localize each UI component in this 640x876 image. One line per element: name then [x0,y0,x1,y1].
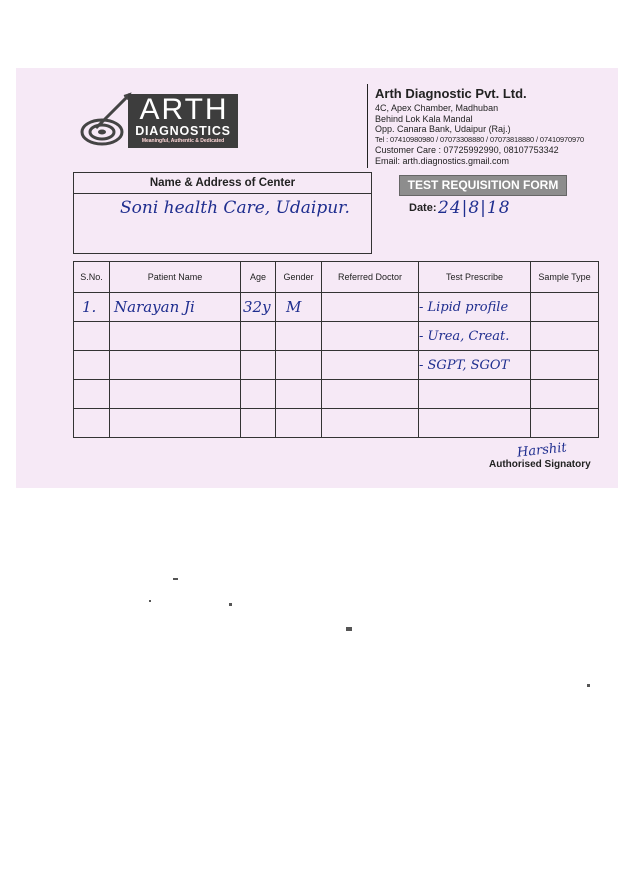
header-divider [367,84,368,168]
address-line-1: 4C, Apex Chamber, Madhuban [375,103,499,113]
target-icon [78,92,132,148]
logo-name: ARTH [139,93,229,126]
cell-referred-doctor[interactable] [322,409,419,438]
cell-referred-doctor[interactable] [322,380,419,409]
header-test-prescribe: Test Prescribe [419,262,531,293]
scan-speck [346,627,352,631]
cell-sno[interactable] [74,409,110,438]
cell-patient-name[interactable] [110,322,241,351]
cell-test-prescribe[interactable]: - Urea, Creat. [419,322,531,351]
table-row [74,351,599,380]
company-tel: Tel : 07410980980 / 07073308880 / 07073818880 / 07410970970 [375,134,585,144]
table-row [74,380,599,409]
cell-test-prescribe[interactable] [419,409,531,438]
cell-gender[interactable]: M [276,293,322,322]
cell-sno[interactable] [74,380,110,409]
scan-speck [173,578,178,580]
cell-patient-name[interactable] [110,351,241,380]
cell-sno[interactable] [74,322,110,351]
company-info [375,86,625,167]
cell-age[interactable] [241,351,276,380]
requisition-table [73,261,599,438]
cell-gender[interactable] [276,322,322,351]
cell-gender[interactable] [276,380,322,409]
header-gender: Gender [276,262,322,293]
cell-sample-type[interactable] [531,322,599,351]
address-line-2: Behind Lok Kala Mandal [375,113,473,124]
header-patient-name: Patient Name [110,262,241,293]
logo-tagline: Meaningful, Authentic & Dedicated [141,138,225,144]
signature-block [489,440,599,473]
scan-speck [149,600,151,602]
address-line-3: Opp. Canara Bank, Udaipur (Raj.) [375,124,511,135]
cell-sno[interactable]: 1. [74,293,110,322]
cell-patient-name[interactable] [110,380,241,409]
cell-referred-doctor[interactable] [322,351,419,380]
company-email: Email: arth.diagnostics.gmail.com [375,155,510,166]
center-heading: Name & Address of Center [74,173,371,194]
logo-wordmark [128,94,238,148]
cell-age[interactable] [241,409,276,438]
center-value[interactable]: Soni health Care, Udaipur. [120,198,350,218]
cell-gender[interactable] [276,409,322,438]
cell-sample-type[interactable] [531,380,599,409]
cell-sample-type[interactable] [531,293,599,322]
table-row [74,322,599,351]
company-name: Arth Diagnostic Pvt. Ltd. [375,86,527,101]
cell-referred-doctor[interactable] [322,322,419,351]
form-title: TEST REQUISITION FORM [399,175,567,196]
company-customer-care: Customer Care : 07725992990, 08107753342 [375,145,559,156]
header-referred-doctor: Referred Doctor [322,262,419,293]
cell-patient-name[interactable]: Narayan Ji [110,293,241,322]
cell-test-prescribe[interactable] [419,380,531,409]
date-label: Date: [409,202,437,214]
cell-age[interactable] [241,380,276,409]
header-sample-type: Sample Type [531,262,599,293]
cell-gender[interactable] [276,351,322,380]
arth-logo [78,90,238,152]
cell-sno[interactable] [74,351,110,380]
table-row [74,409,599,438]
cell-patient-name[interactable] [110,409,241,438]
scan-speck [587,684,590,687]
cell-referred-doctor[interactable] [322,293,419,322]
cell-sample-type[interactable] [531,409,599,438]
logo-subname: DIAGNOSTICS [135,124,231,138]
signature-label: Authorised Signatory [489,459,591,470]
center-box [73,172,372,254]
header-sno: S.No. [74,262,110,293]
cell-age[interactable]: 32y [241,293,276,322]
signature-mark: Harshit [516,440,568,461]
table-row [74,293,599,322]
cell-age[interactable] [241,322,276,351]
date-value[interactable]: 24|8|18 [438,198,511,218]
cell-test-prescribe[interactable]: - Lipid profile [419,293,531,322]
cell-test-prescribe[interactable]: - SGPT, SGOT [419,351,531,380]
scan-speck [229,603,232,606]
table-header-row [74,262,599,293]
cell-sample-type[interactable] [531,351,599,380]
header-age: Age [241,262,276,293]
